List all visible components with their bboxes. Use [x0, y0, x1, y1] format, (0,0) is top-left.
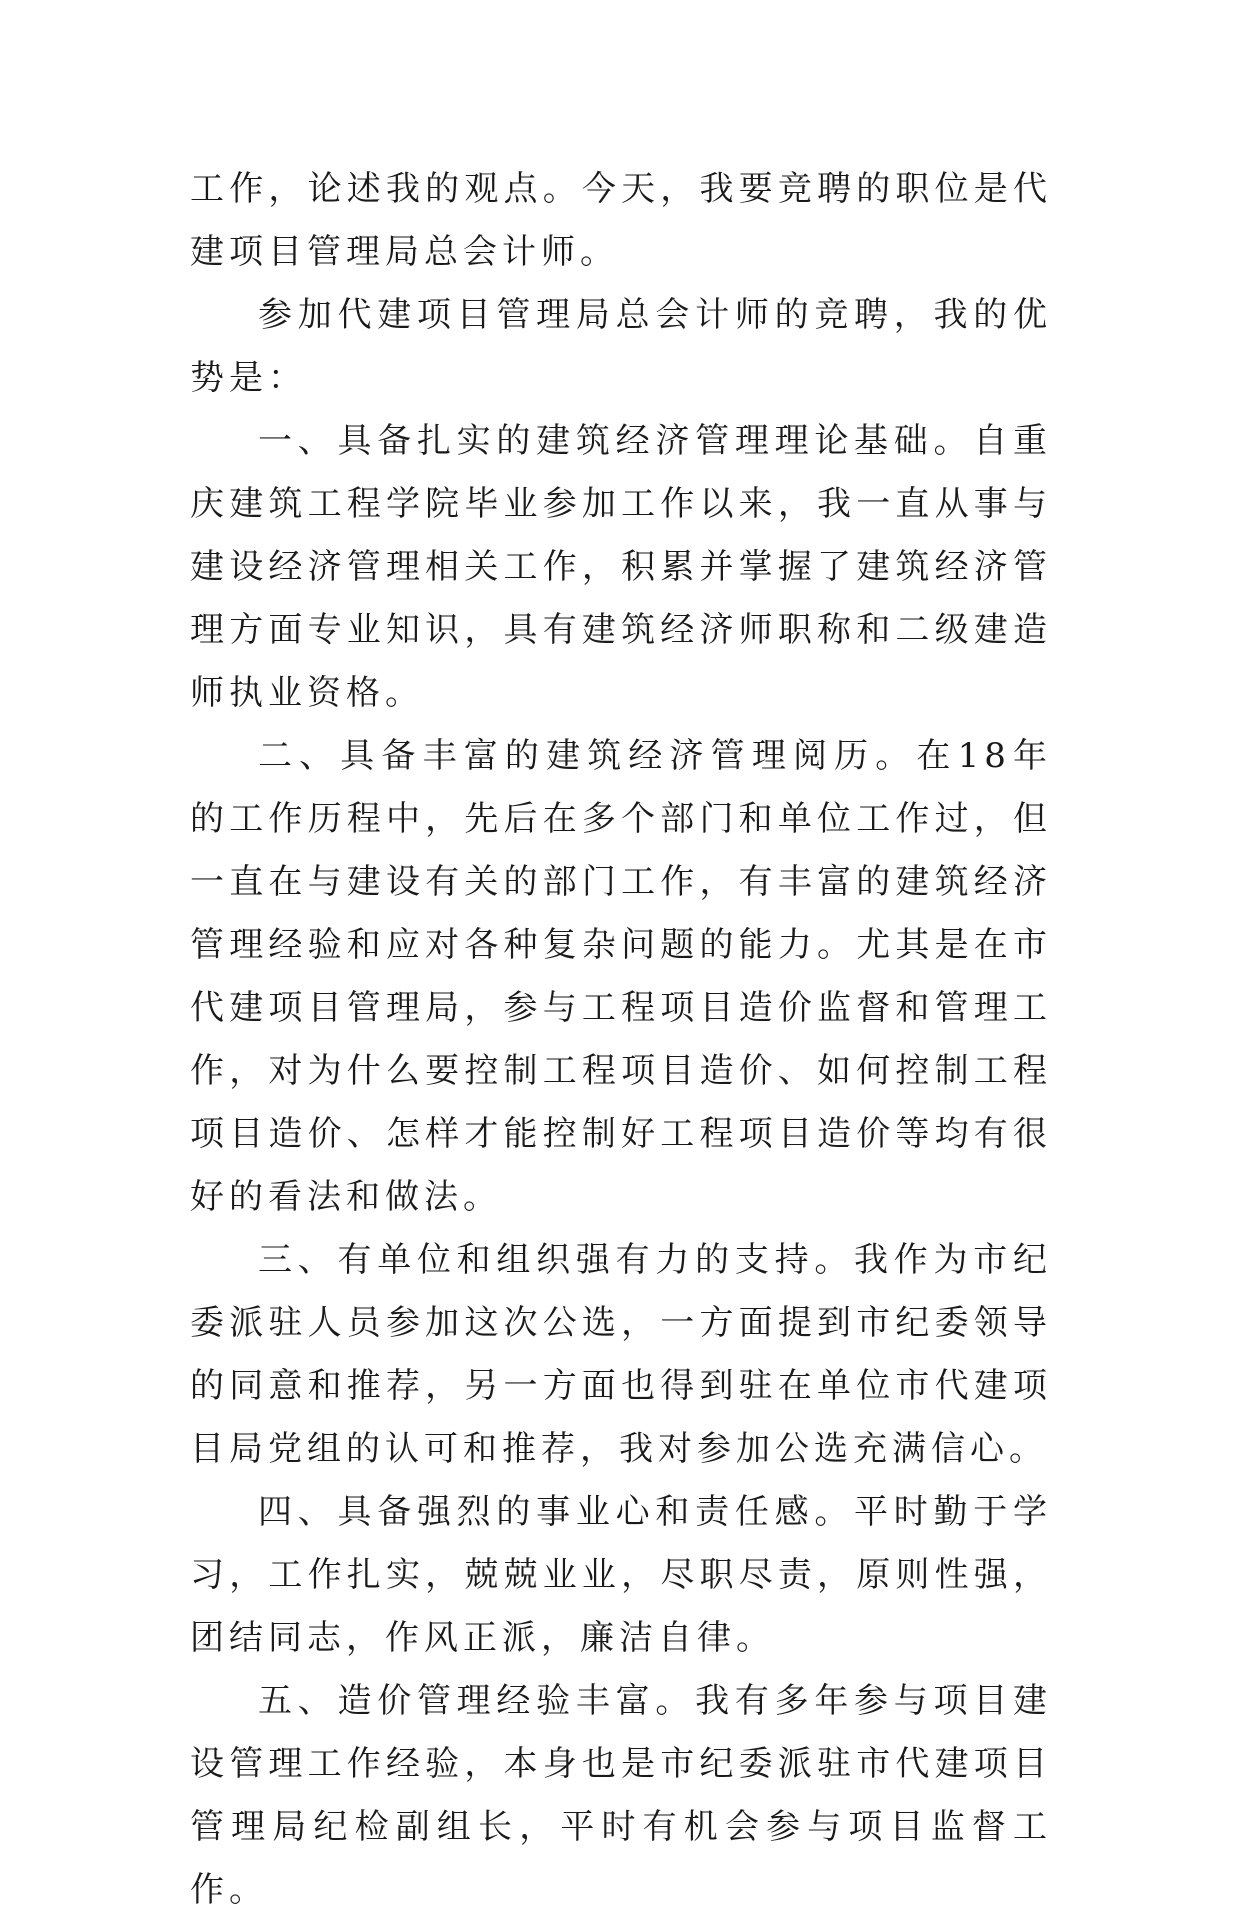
paragraph-advantage-3: 三、有单位和组织强有力的支持。我作为市纪委派驻人员参加这次公选，一方面提到市纪委领导的同意和推荐，另一方面也得到驻在单位市代建项目局党组的认可和推荐，我对参加公选充满信心。 [190, 1240, 1052, 1469]
paragraph-advantage-2: 二、具备丰富的建筑经济管理阅历。在18年的工作历程中，先后在多个部门和单位工作过，但一直在与建设有关的部门工作，有丰富的建筑经济管理经验和应对各种复杂问题的能力。尤其是在市代建项目管理局，参与工程项目造价监督和管理工作，对为什么要控制工程项目造价、如何控制工程项目造价、怎样才能控制好工程项目造价等均有很好的看法和做法。 [190, 736, 1052, 1217]
paragraph-advantage-4: 四、具备强烈的事业心和责任感。平时勤于学习，工作扎实，兢兢业业，尽职尽责，原则性强，团结同志，作风正派，廉洁自律。 [190, 1492, 1052, 1658]
paragraph-advantage-5: 五、造价管理经验丰富。我有多年参与项目建设管理工作经验，本身也是市纪委派驻市代建项目管理局纪检副组长，平时有机会参与项目监督工作。 [190, 1681, 1052, 1910]
paragraph-continuation: 工作，论述我的观点。今天，我要竞聘的职位是代建项目管理局总会计师。 [190, 169, 1052, 272]
document-body [190, 158, 1052, 1922]
paragraph-advantage-1: 一、具备扎实的建筑经济管理理论基础。自重庆建筑工程学院毕业参加工作以来，我一直从事与建设经济管理相关工作，积累并掌握了建筑经济管理方面专业知识，具有建筑经济师职称和二级建造师执业资格。 [190, 421, 1052, 713]
paragraph-advantages-intro: 参加代建项目管理局总会计师的竞聘，我的优势是： [190, 295, 1052, 398]
